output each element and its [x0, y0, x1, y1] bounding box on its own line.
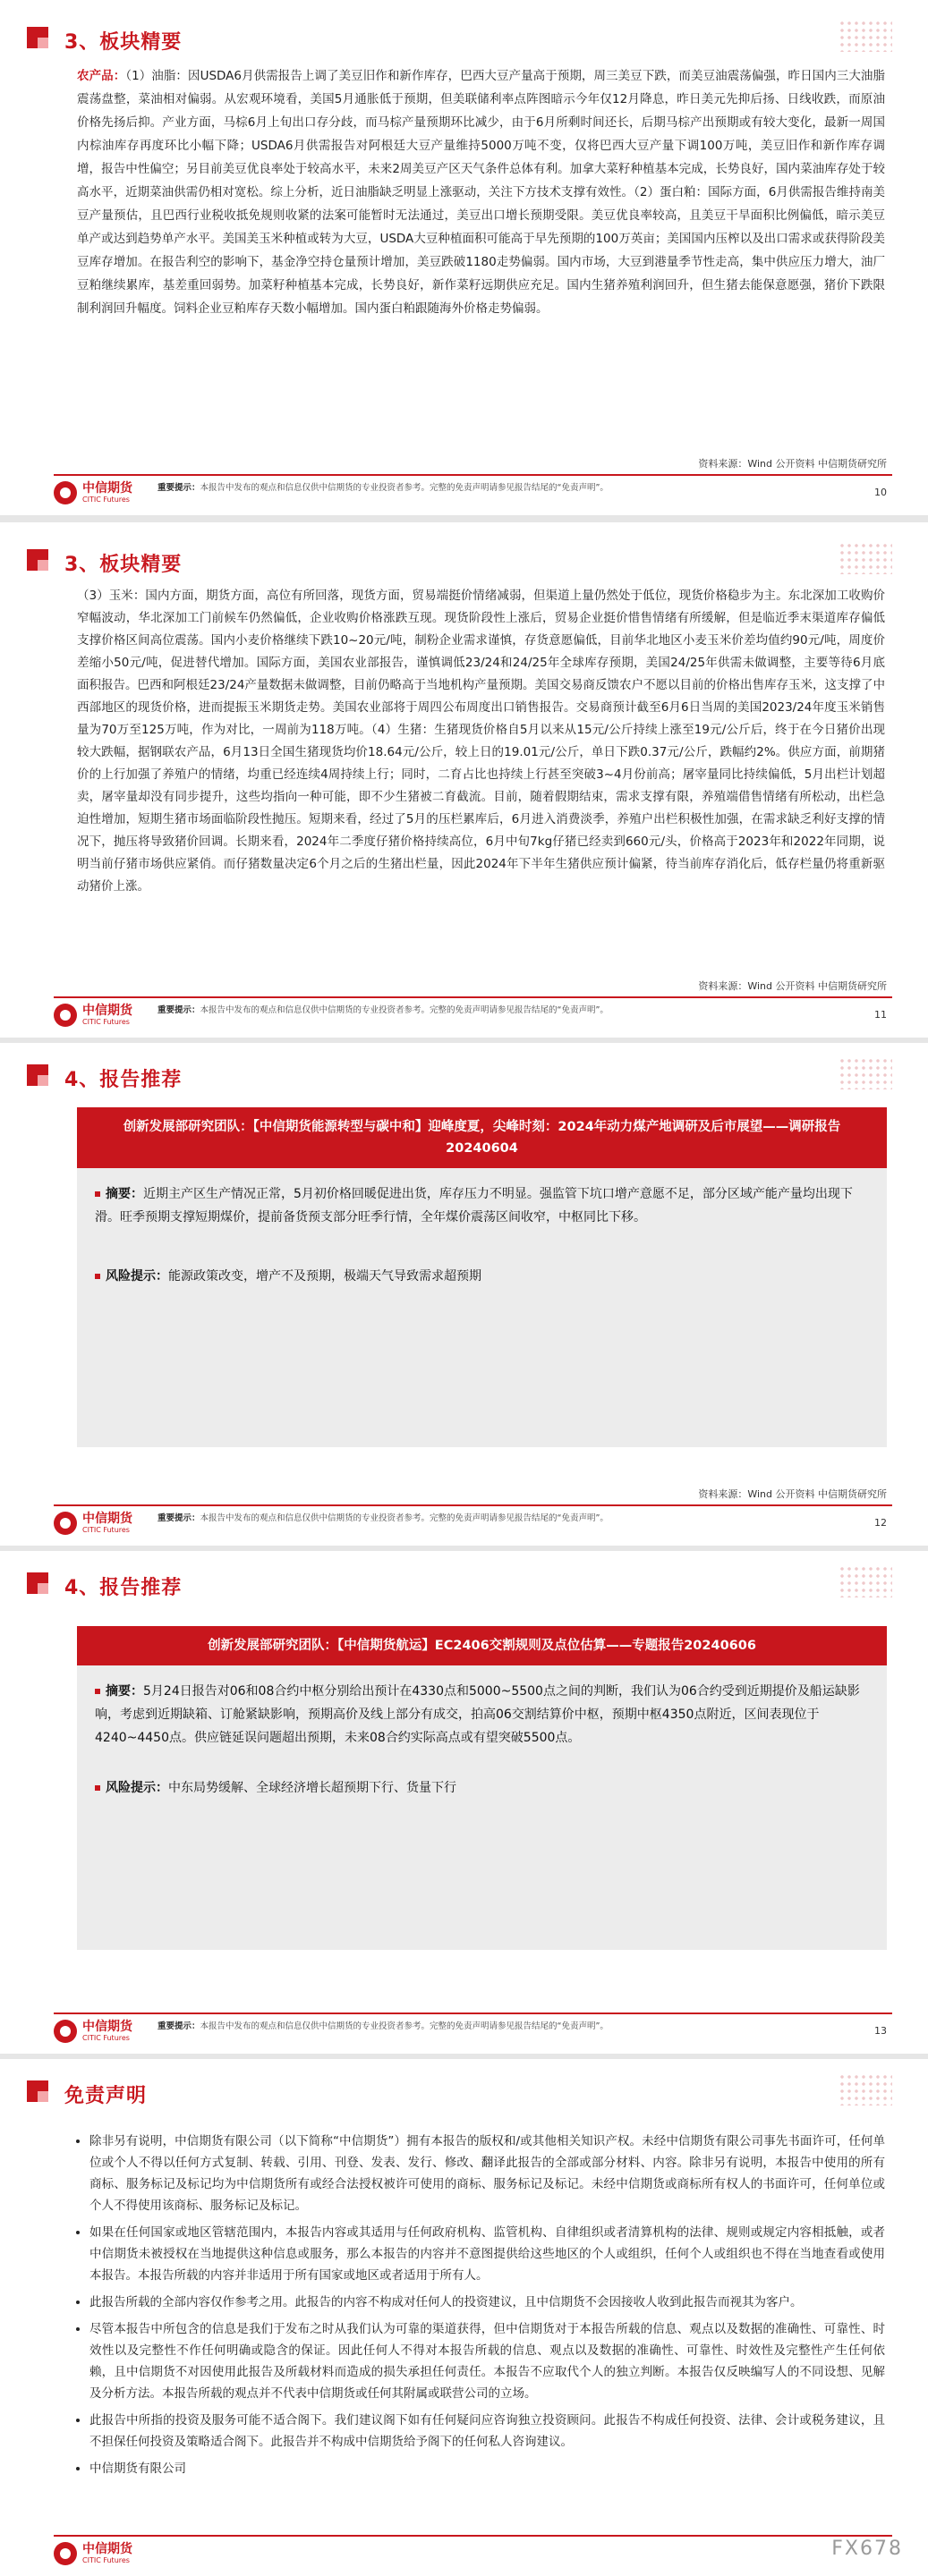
section-marker	[27, 27, 48, 48]
slide-12	[0, 1043, 928, 1546]
summary-label: 摘要：	[106, 1684, 143, 1699]
slide-11	[0, 522, 928, 1038]
page-number: 11	[874, 1009, 887, 1021]
disclaimer-item: • 除非另有说明，中信期货有限公司（以下简称“中信期货”）拥有本报告的版权和/或其他相关知识产权。未经中信期货有限公司事先书面许可，任何单位或个人不得以任何方式复制、转载、引用、刊登、发表、发行、修改、翻译此报告的全部或部分材料、内容。除非另有说明，本报告中使用的所有商标、服务标记及标记均为中信期货所有或经合法授权被许可使用的商标、服务标记及标记。未经中信期货或商标所有权人的书面许可，任何单位或个人不得使用该商标、服务标记及标记。	[89, 2131, 885, 2216]
logo-cn: 中信期货	[82, 2542, 132, 2556]
logo-en: CITIC Futures	[82, 1018, 130, 1026]
bullet-icon	[95, 1274, 100, 1279]
section-title: 3、板块精要	[64, 31, 183, 54]
report-body	[77, 1665, 887, 1800]
dot-pattern-decoration	[839, 1057, 892, 1089]
footer-rule	[54, 2012, 892, 2014]
summary-text: 5月24日报告对06和08合约中枢分别给出预计在4330点和5000~5500点之间的判断，我们认为06合约受到近期提价及船运缺影响，考虑到近期缺箱、订舱紧缺影响，预期高价及线上部分有成交，拍高06交割结算价中枢，预期中枢4350点附近，区间表现位于4240~4450点。供应链延误问题超出预期，未来08合约实际高点或有望突破5500点。	[95, 1684, 860, 1745]
summary-label: 摘要：	[106, 1187, 143, 1201]
paragraph: （1）油脂：因USDA6月供需报告上调了美豆旧作和新作库存，巴西大豆产量高于预期，周三美豆下跌，而美豆油震荡偏强，昨日国内三大油脂震荡盘整，菜油相对偏弱。从宏观环境看，美国5月通胀低于预期，但美联储利率点阵图暗示今年仅12月降息，昨日美元先抑后扬、日线收跌，而原油价格先扬后抑。产业方面，马棕6月上旬出口存分歧，而马棕产量预期环比减少，由于6月所剩时间还长，后期马棕产出预期或有较大变化，最新一周国内棕油库存再度环比小幅下降；USDA6月供需报告对阿根廷大豆产量维持5000万吨不变，仅将巴西大豆产量下调100万吨，美豆旧作和新作库存调增，报告中性偏空；另目前美豆优良率处于较高水平，未来2周美豆产区天气条件总体有利。加拿大菜籽种植基本完成，长势良好，国内菜油库存处于较高水平，近期菜油供需仍相对宽松。综上分析，近日油脂缺乏明显上涨驱动，关注下方技术支撑有效性。（2）蛋白粕：国际方面，6月供需报告维持南美豆产量预估，且巴西行业税收抵免规则收紧的法案可能暂时无法通过，美豆出口增长预期受限。美豆优良率较高，且美豆干旱面积比例偏低，暗示美豆单产或达到趋势单产水平。美国美玉米种植或转为大豆，USDA大豆种植面积可能高于早先预期的100万英亩；美国国内压榨以及出口需求或获得阶段美豆库存增加。在报告利空的影响下，基金净空持仓量预计增加，美豆跌破1180走势偏弱。国内市场，大豆到港量季节性走高，集中供应压力增大，油厂豆粕继续累库，基差重回弱势。加菜籽种植基本完成，长势良好，新作菜籽远期供应充足。国内生猪养殖利润回升，但生猪去能保意愿强，猪价下跌限制利润回升幅度。饲料企业豆粕库存天数小幅增加。国内蛋白粕跟随海外价格走势偏弱。	[77, 69, 885, 316]
disclaim-label: 重要提示：	[158, 483, 200, 493]
footer-disclaimer	[158, 1512, 712, 1525]
report-box	[77, 1626, 887, 1950]
risk-label: 风险提示：	[106, 1269, 168, 1284]
citic-logo	[54, 481, 132, 504]
footer-rule	[54, 996, 892, 998]
logo-cn: 中信期货	[82, 1512, 132, 1526]
logo-cn: 中信期货	[82, 1004, 132, 1018]
citic-logo	[54, 2020, 132, 2043]
slide-13	[0, 1551, 928, 2054]
logo-cn: 中信期货	[82, 481, 132, 496]
section-marker	[27, 1572, 48, 1594]
body-text	[77, 64, 885, 320]
disclaim-text: 本报告中发布的观点和信息仅供中信期货的专业投资者参考。完整的免责声明请参见报告结尾的“免责声明”。	[200, 483, 609, 493]
footer-rule	[54, 1504, 892, 1506]
risk	[95, 1265, 869, 1288]
section-marker	[27, 549, 48, 571]
disclaimer-item: • 此报告中所指的投资及服务可能不适合阁下。我们建议阁下如有任何疑问应咨询独立投资顾问。此报告不构成任何投资、法律、会计或税务建议，且不担保任何投资及策略适合阁下。此报告并不构成中信期货给予阁下的任何私人咨询建议。	[89, 2410, 885, 2453]
report-title[interactable]: 创新发展部研究团队：【中信期货航运】EC2406交割规则及点位估算——专题报告20240606	[77, 1626, 887, 1665]
source-note: 资料来源：Wind 公开资料 中信期货研究所	[698, 980, 887, 992]
logo-en: CITIC Futures	[82, 2556, 130, 2564]
disclaim-label: 重要提示：	[158, 1513, 200, 1523]
report-body	[77, 1168, 887, 1288]
citic-logo	[54, 2542, 132, 2565]
risk-label: 风险提示：	[106, 1781, 168, 1795]
citic-logo	[54, 1512, 132, 1535]
logo-cn: 中信期货	[82, 2020, 132, 2034]
disclaimer-list	[77, 2131, 885, 2485]
disclaimer-item: • 尽管本报告中所包含的信息是我们于发布之时从我们认为可靠的渠道获得，但中信期货对于本报告所载的信息、观点以及数据的准确性、可靠性、时效性以及完整性不作任何明确或隐含的保证。因此任何人不得对本报告所载的信息、观点以及数据的准确性、可靠性、时效性及完整性产生任何依赖，且中信期货不对因使用此报告及所载材料而造成的损失承担任何责任。本报告不应取代个人的独立判断。本报告仅反映编写人的不同设想、见解及分析方法。本报告所载的观点并不代表中信期货或任何其附属或联营公司的立场。	[89, 2318, 885, 2404]
page-number: 10	[874, 487, 887, 498]
report-box	[77, 1107, 887, 1447]
section-title: 3、板块精要	[64, 554, 183, 576]
footer-disclaimer	[158, 1004, 712, 1017]
summary	[95, 1182, 869, 1229]
disclaimer-item: • 此报告所载的全部内容仅作参考之用。此报告的内容不构成对任何人的投资建议，且中信期货不会因接收人收到此报告而视其为客户。	[89, 2292, 885, 2313]
dot-pattern-decoration	[839, 542, 892, 574]
watermark: FX678	[831, 2538, 903, 2560]
bullet-icon	[95, 1191, 100, 1197]
source-note: 资料来源：Wind 公开资料 中信期货研究所	[698, 1488, 887, 1500]
slide-disclaimer	[0, 2059, 928, 2576]
bullet-icon	[95, 1785, 100, 1791]
section-marker	[27, 1064, 48, 1086]
footer-disclaimer	[158, 2020, 712, 2033]
disclaim-text: 本报告中发布的观点和信息仅供中信期货的专业投资者参考。完整的免责声明请参见报告结尾的“免责声明”。	[200, 1005, 609, 1015]
slide-footer	[0, 1504, 928, 1546]
footer-disclaimer	[158, 481, 712, 495]
summary	[95, 1680, 869, 1750]
section-title: 4、报告推荐	[64, 1577, 183, 1599]
dot-pattern-decoration	[839, 2073, 892, 2106]
slide-footer	[0, 996, 928, 1038]
report-title[interactable]: 创新发展部研究团队：【中信期货能源转型与碳中和】迎峰度夏，尖峰时刻：2024年动力煤产地调研及后市展望——调研报告20240604	[77, 1107, 887, 1168]
logo-en: CITIC Futures	[82, 1526, 130, 1534]
bullet-icon	[95, 1689, 100, 1694]
section-title: 4、报告推荐	[64, 1069, 183, 1091]
risk-text: 中东局势缓解、全球经济增长超预期下行、货量下行	[168, 1781, 456, 1795]
citic-logo-icon	[54, 1512, 77, 1535]
source-note: 资料来源：Wind 公开资料 中信期货研究所	[698, 458, 887, 470]
lead-label: 农产品：	[77, 69, 126, 83]
citic-logo-icon	[54, 1004, 77, 1027]
body-text	[77, 585, 885, 898]
slide-footer	[0, 2535, 928, 2576]
footer-rule	[54, 2535, 892, 2537]
section-title: 免责声明	[64, 2085, 148, 2107]
slide-footer	[0, 2012, 928, 2054]
page-number: 12	[874, 1517, 887, 1529]
disclaim-label: 重要提示：	[158, 1005, 200, 1015]
slide-footer	[0, 474, 928, 515]
disclaimer-item: • 如果在任何国家或地区管辖范围内，本报告内容或其适用与任何政府机构、监管机构、自律组织或者清算机构的法律、规则或规定内容相抵触，或者中信期货未被授权在当地提供这种信息或服务，那么本报告的内容并不意图提供给这些地区的个人或组织，任何个人或组织也不得在当地查看或使用本报告。本报告所载的内容并非适用于所有国家或地区或者适用于所有人。	[89, 2222, 885, 2286]
logo-en: CITIC Futures	[82, 496, 130, 504]
disclaimer-item: • 中信期货有限公司	[89, 2458, 885, 2479]
dot-pattern-decoration	[839, 1565, 892, 1597]
footer-rule	[54, 474, 892, 476]
page-number: 13	[874, 2025, 887, 2037]
citic-logo-icon	[54, 481, 77, 504]
risk	[95, 1776, 869, 1800]
disclaim-label: 重要提示：	[158, 2021, 200, 2031]
disclaim-text: 本报告中发布的观点和信息仅供中信期货的专业投资者参考。完整的免责声明请参见报告结尾的“免责声明”。	[200, 2021, 609, 2031]
section-marker	[27, 2080, 48, 2102]
citic-logo-icon	[54, 2020, 77, 2043]
disclaim-text: 本报告中发布的观点和信息仅供中信期货的专业投资者参考。完整的免责声明请参见报告结尾的“免责声明”。	[200, 1513, 609, 1523]
logo-en: CITIC Futures	[82, 2034, 130, 2042]
summary-text: 近期主产区生产情况正常，5月初价格回暖促进出货，库存压力不明显。强监管下坑口增产意愿不足，部分区域产能产量均出现下滑。旺季预期支撑短期煤价，提前备货预支部分旺季行情，全年煤价震荡区间收窄，中枢同比下移。	[95, 1187, 853, 1224]
citic-logo	[54, 1004, 132, 1027]
dot-pattern-decoration	[839, 20, 892, 52]
paragraph: （3）玉米：国内方面，期货方面，高位有所回落，现货方面，贸易端挺价情绪减弱，但渠道上量仍然处于低位，现货价格稳步为主。东北深加工收购价窄幅波动，华北深加工门前候车仍然偏低，企业收购价格涨跌互现。现货阶段性上涨后，贸易企业挺价惜售情绪有所缓解，但是临近季末渠道库存偏低支撑价格区间高位震荡。国内小麦价格继续下跌10~20元/吨，制粉企业需求谨慎，存货意愿偏低，目前华北地区小麦玉米价差均值约90元/吨，周度价差缩小50元/吨，促进替代增加。国际方面，美国农业部报告，谨慎调低23/24和24/25年全球库存预期，美国24/25年供需未做调整，主要等待6月底面积报告。巴西和阿根廷23/24产量数据未做调整，目前仍略高于当地机构产量预期。美国交易商反馈农户不愿以目前的价格出售库存玉米，这支撑了中西部地区的现货价格，进而提振玉米期货走势。美国农业部将于周四公布周度出口销售报告。交易商预计截至6月6日当周的美国2023/24年度玉米销售量为70万至125万吨，作为对比，一周前为118万吨。（4）生猪：生猪现货价格自5月以来从15元/公斤持续上涨至19元/公斤后，终于在今日猪价出现较大跌幅，据钢联农产品，6月13日全国生猪现货均价18.64元/公斤，较上日的19.01元/公斤，单日下跌0.37元/公斤，跌幅约2%。供应方面，前期猪价的上行加强了养殖户的情绪，均重已经连续4周持续上行；同时，二育占比也持续上行甚至突破3~4月份前高；屠宰量同比持续偏低，5月出栏计划超卖，屠宰量却没有同步提升，这些均指向一种可能，即不少生猪被二育截流。目前，随着假期结束，需求支撑有限，养殖端借售情绪有所松动，出栏急迫性增加，短期生猪市场面临阶段性抛压。短期来看，经过了5月的压栏累库后，6月进入消费淡季，养殖户出栏积极性加强，在需求缺乏利好支撑的情况下，抛压将导致猪价回调。长期来看，2024年二季度仔猪价格持续高位，6月中旬7kg仔猪已经卖到660元/头，价格高于2023年和2022年同期，说明当前仔猪市场供应紧俏。而仔猪数量决定6个月之后的生猪出栏量，因此2024年下半年生猪供应预计偏紧，待当前库存消化后，低存栏量仍将重新驱动猪价上涨。	[77, 589, 885, 894]
risk-text: 能源政策改变，增产不及预期，极端天气导致需求超预期	[168, 1269, 481, 1284]
citic-logo-icon	[54, 2542, 77, 2565]
slide-10	[0, 0, 928, 515]
